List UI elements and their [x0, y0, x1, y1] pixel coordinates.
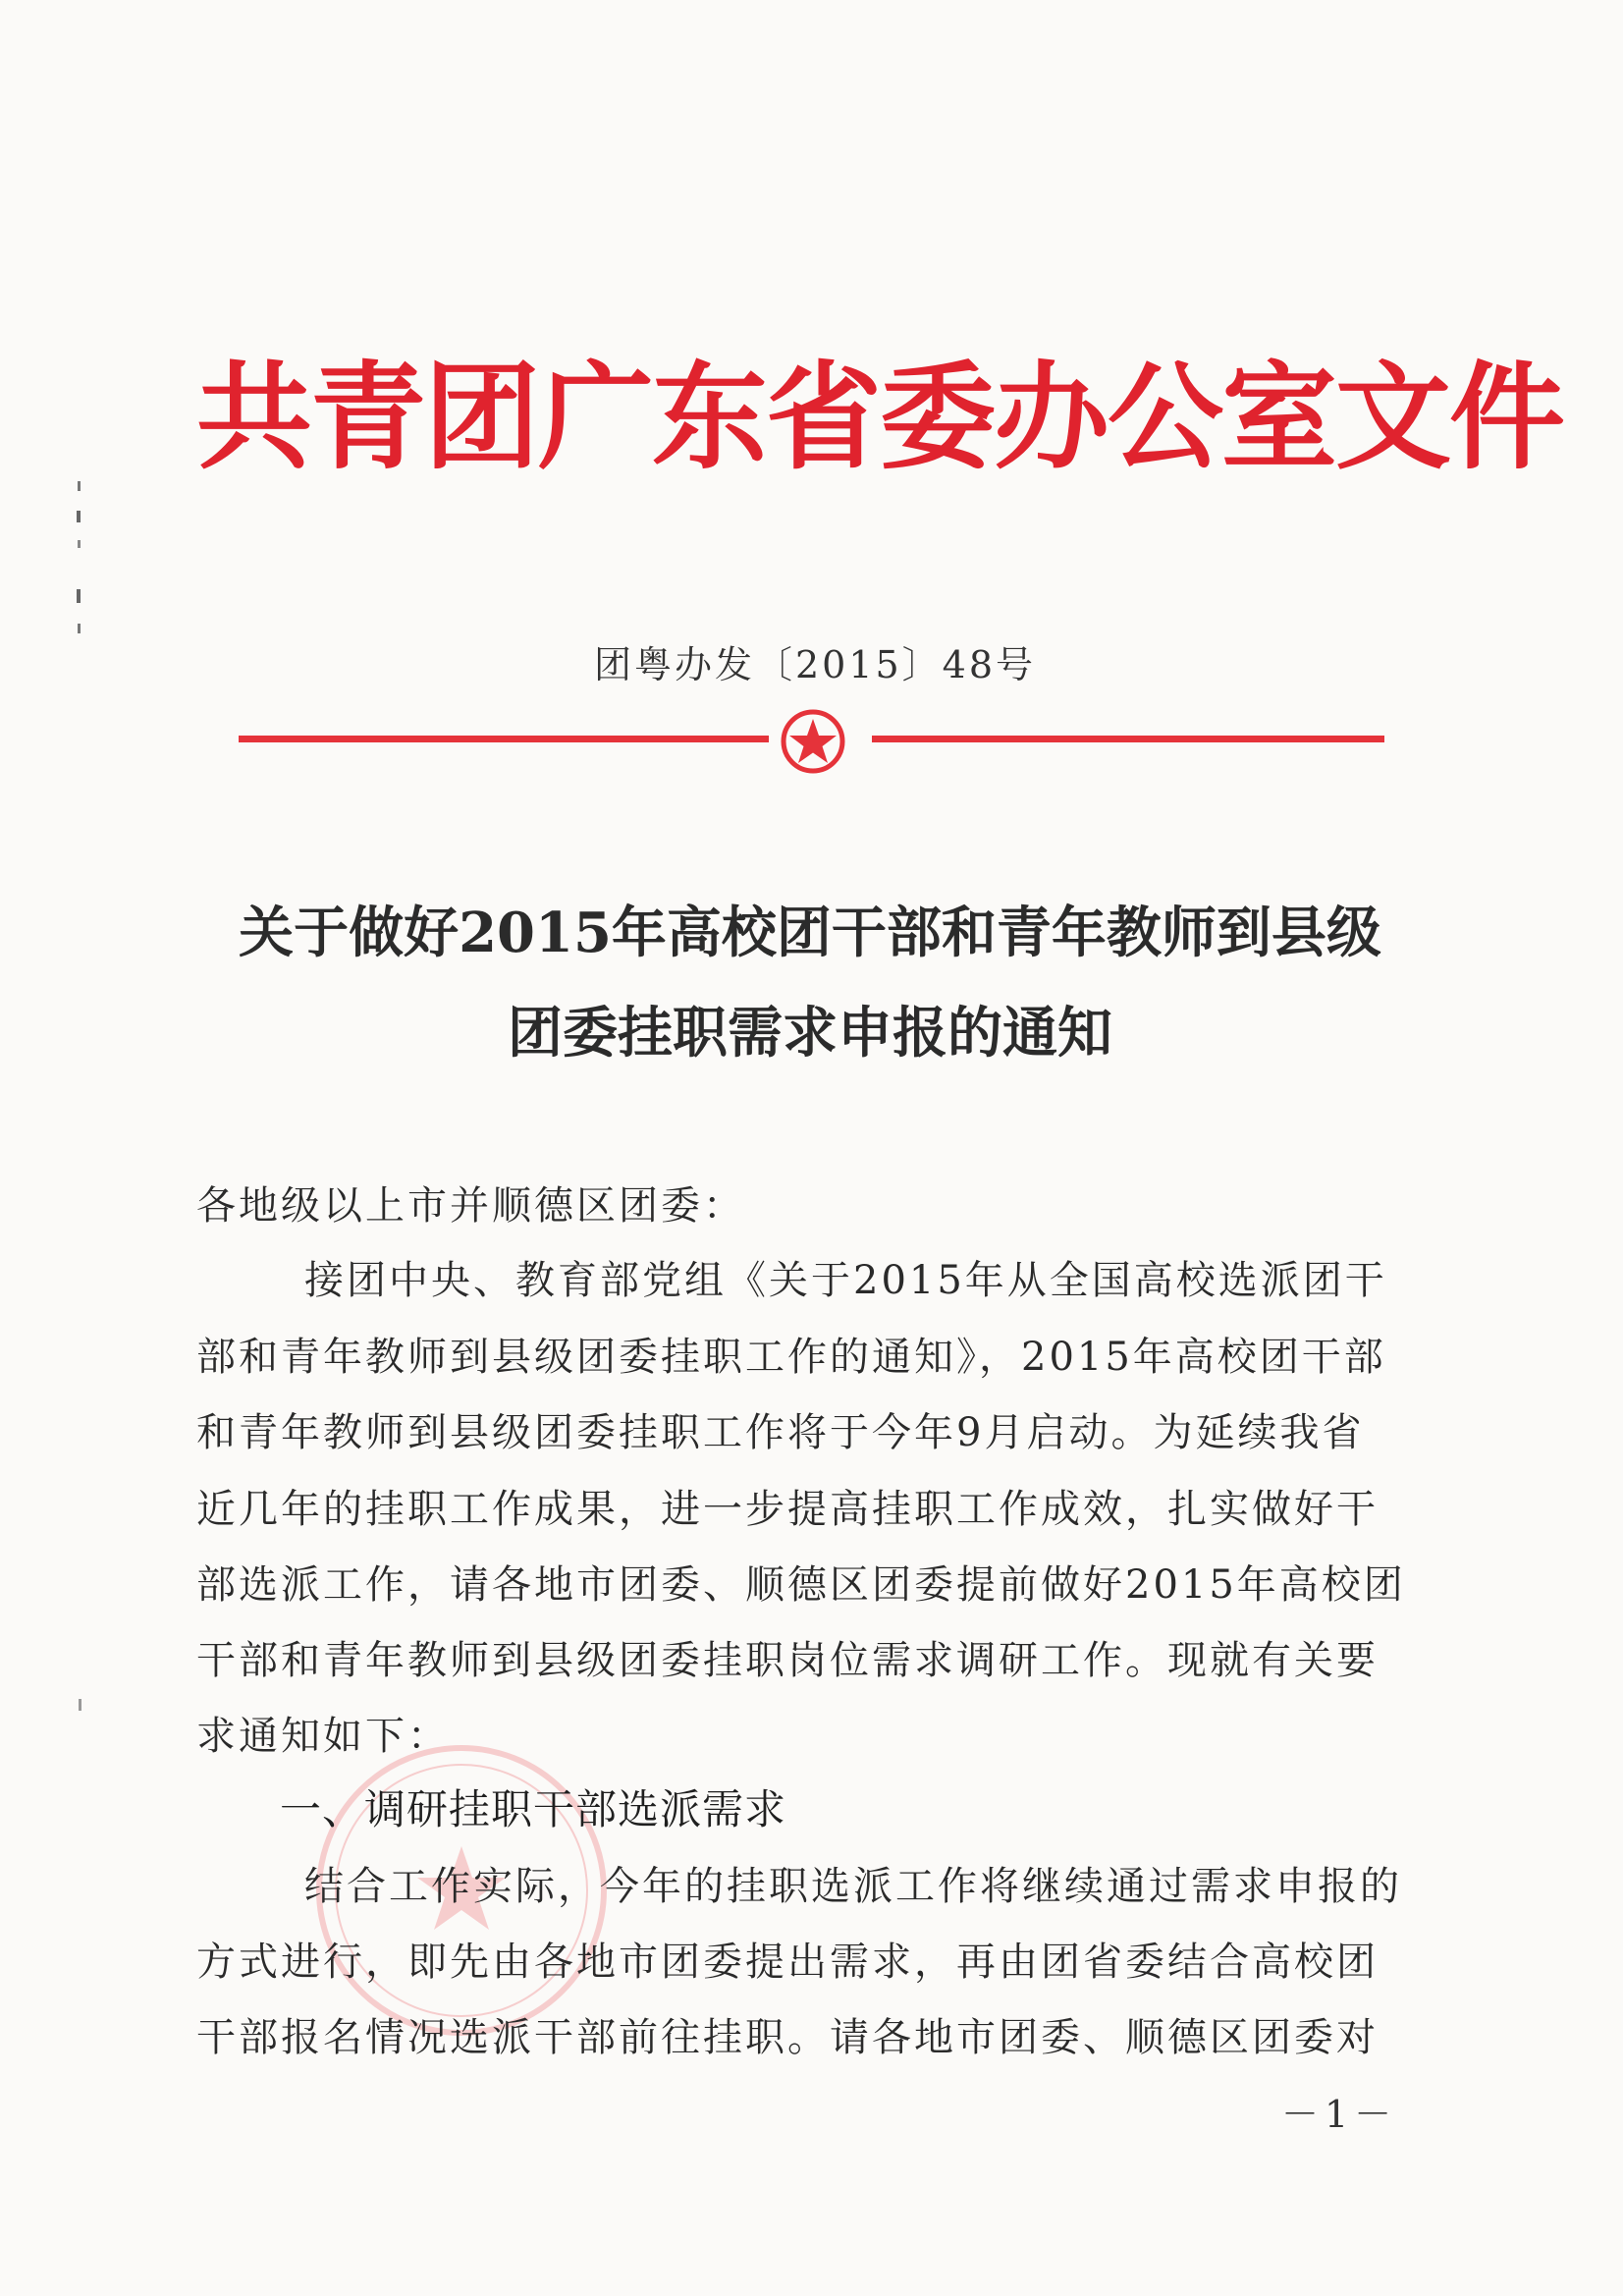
document-number: 团粤办发〔2015〕48号 — [593, 643, 1037, 686]
addressee: 各地级以上市并顺德区团委： — [196, 1183, 745, 1229]
red-star-icon — [774, 707, 852, 776]
paragraph2-line: 方式进行，即先由各地市团委提出需求，再由团省委结合高校团 — [196, 1940, 1379, 1985]
paragraph1-line: 接团中央、教育部党组《关于2015年从全国高校选派团干 — [304, 1258, 1387, 1303]
red-divider-right — [872, 736, 1384, 742]
paragraph1-line: 部和青年教师到县级团委挂职工作的通知》，2015年高校团干部 — [196, 1335, 1386, 1380]
paragraph1-line: 求通知如下： — [196, 1714, 450, 1759]
paragraph1-line: 干部和青年教师到县级团委挂职岗位需求调研工作。现就有关要 — [196, 1638, 1379, 1683]
red-divider-left — [239, 736, 769, 742]
issuing-agency-title: 共青团广东省委办公室文件 — [196, 350, 1564, 485]
document-title-line-2: 团委挂职需求申报的通知 — [508, 1001, 1112, 1066]
section-1-heading: 一、调研挂职干部选派需求 — [280, 1785, 787, 1833]
binding-hole-marks — [65, 481, 94, 1758]
paragraph2-line: 干部报名情况选派干部前往挂职。请各地市团委、顺德区团委对 — [196, 2015, 1379, 2060]
page-number: －1－ — [1281, 2093, 1398, 2136]
paragraph1-line: 近几年的挂职工作成果，进一步提高挂职工作成效，扎实做好干 — [196, 1487, 1379, 1532]
paragraph1-line: 和青年教师到县级团委挂职工作将于今年9月启动。为延续我省 — [196, 1410, 1365, 1455]
paragraph1-line: 部选派工作，请各地市团委、顺德区团委提前做好2015年高校团 — [196, 1562, 1406, 1608]
paragraph2-line: 结合工作实际，今年的挂职选派工作将继续通过需求申报的 — [304, 1864, 1402, 1909]
document-title-line-1: 关于做好2015年高校团干部和青年教师到县级 — [239, 901, 1381, 965]
